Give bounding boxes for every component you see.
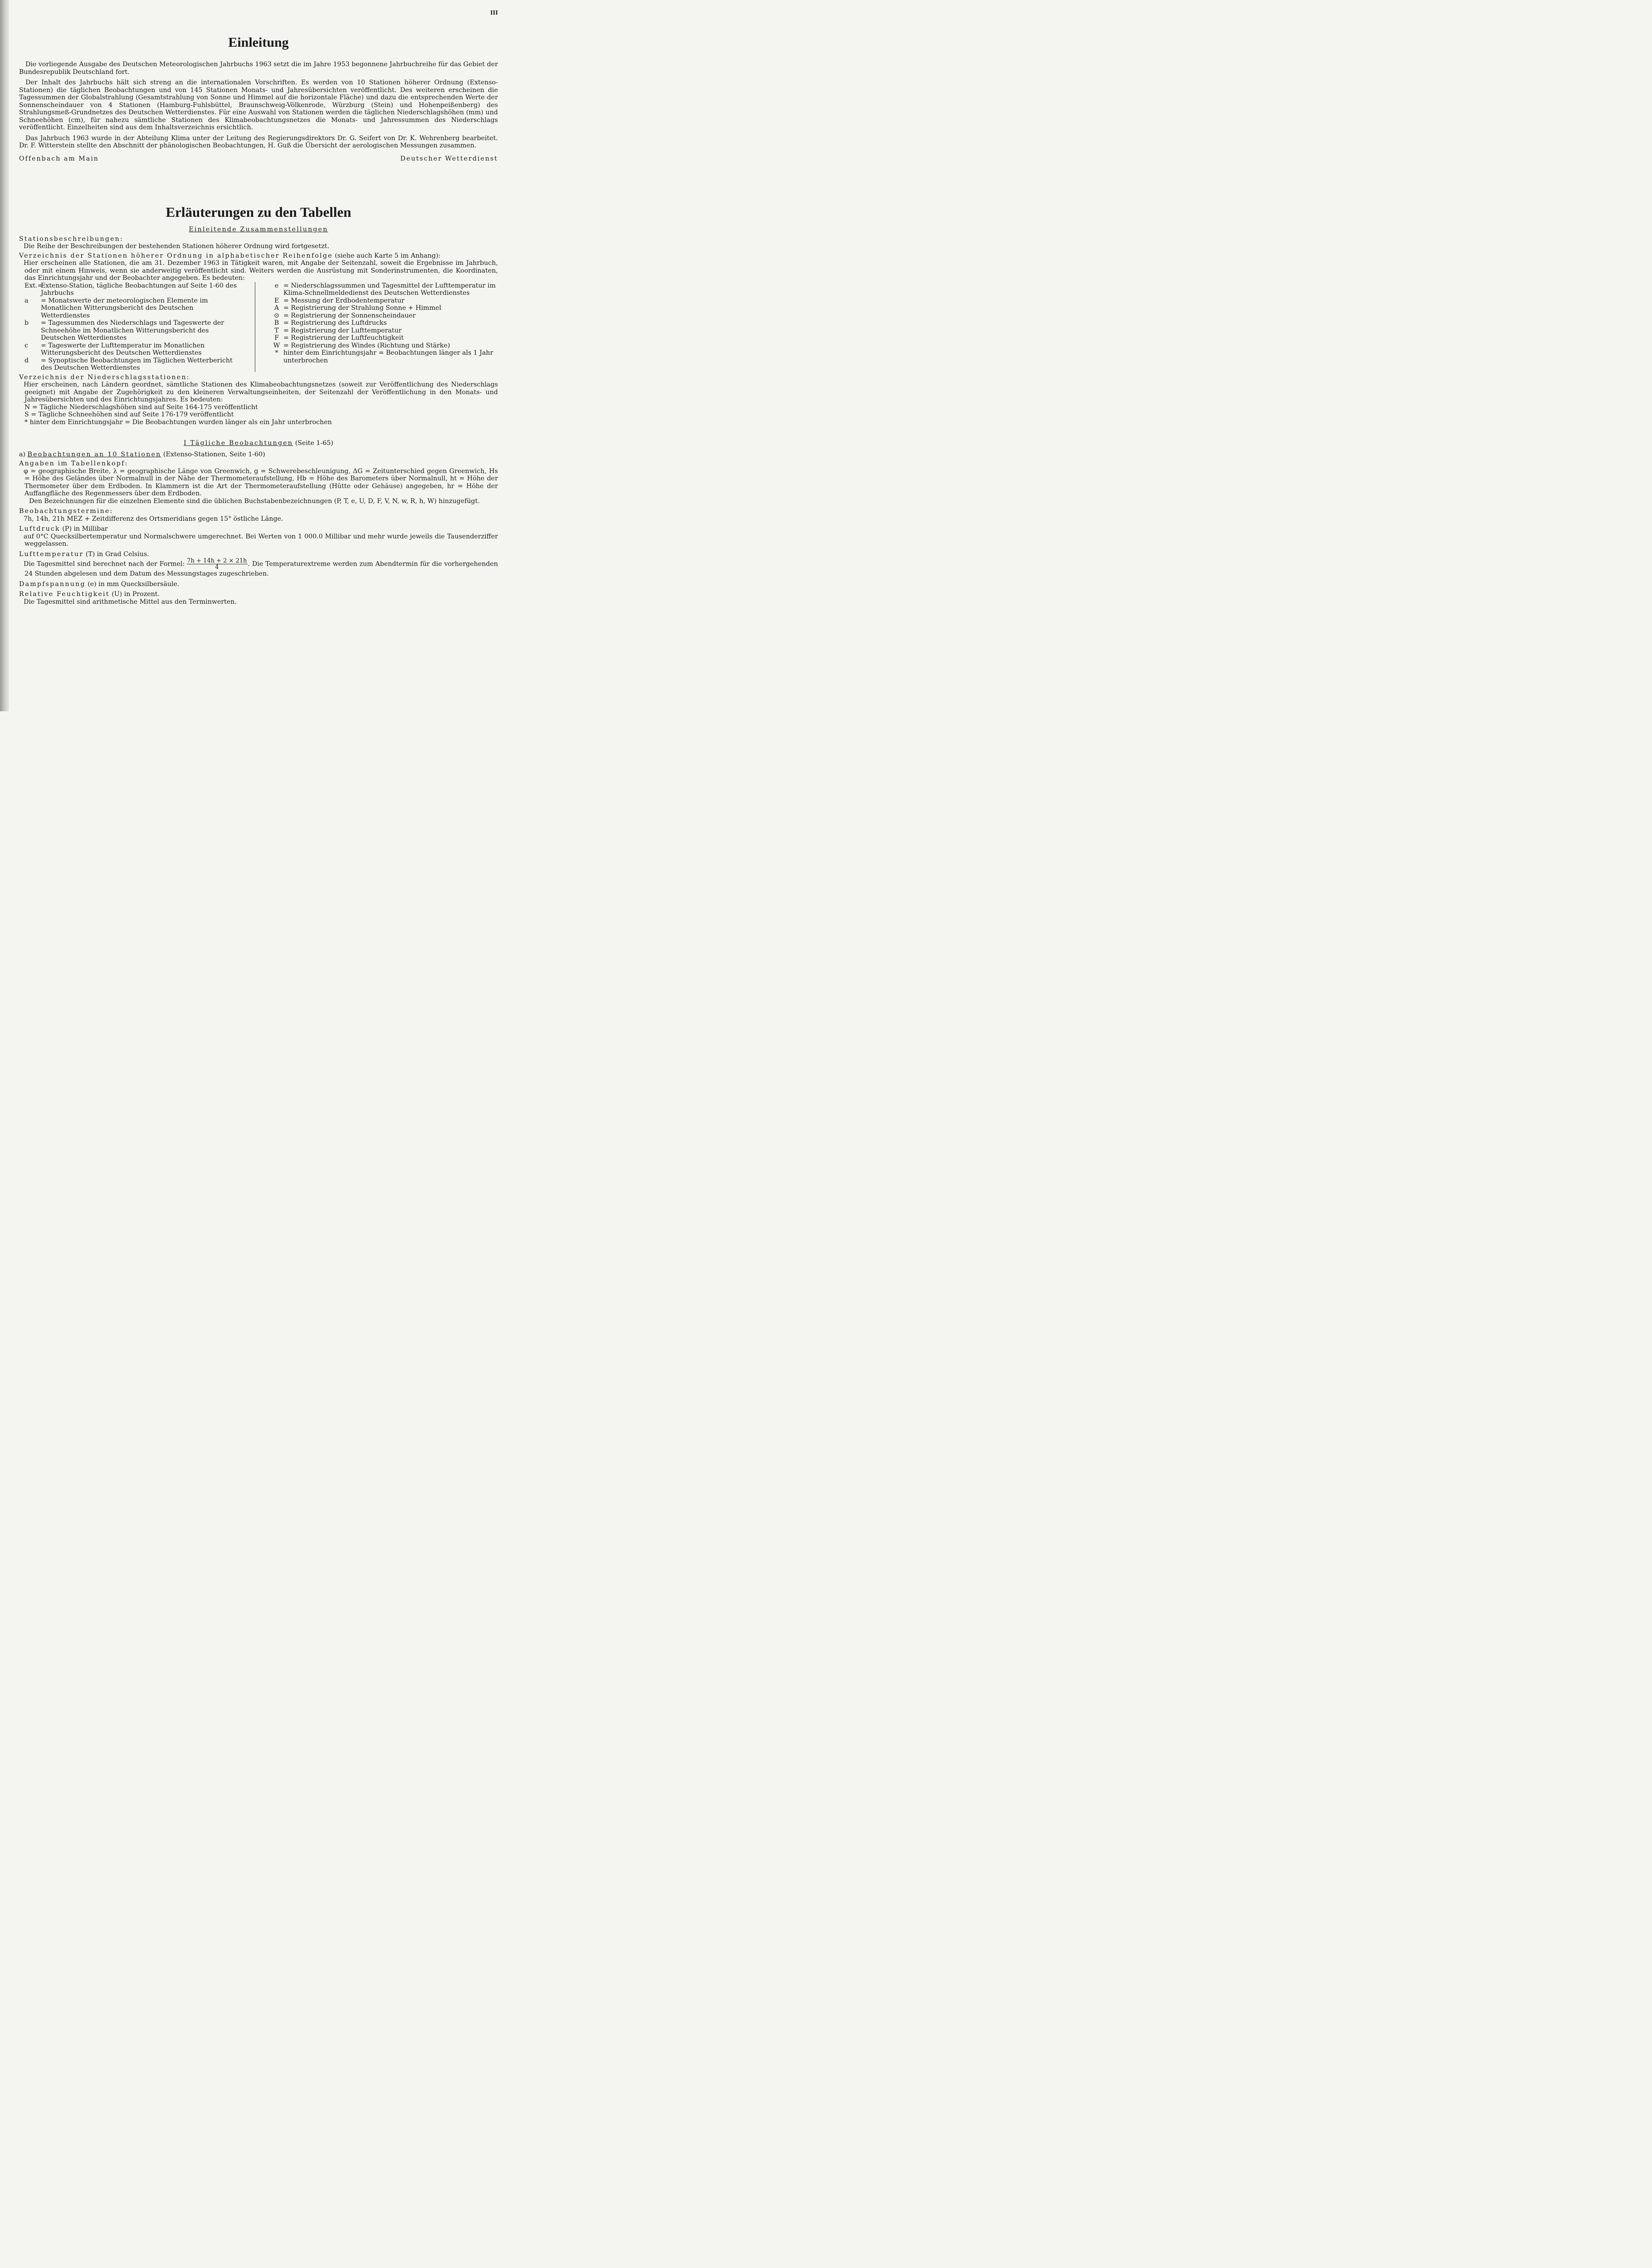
legend-item: * hinter dem Einrichtungsjahr = Beobachtungen länger als 1 Jahr unterbrochen [275, 349, 493, 364]
page-number: III [490, 10, 498, 16]
einleitung-title: Einleitung [228, 35, 289, 50]
verzeichnis-stationen-text: Hier erscheinen alle Stationen, die am 31. Dezember 1963 in Tätigkeit waren, mit Angabe der Seitenzahl, soweit die Ergebnisse im Jahrbuch, oder mit einem Hinweis, wenn sie anderweitig veröffentlicht sind. Weiters werden die Ausrüstung mit Sonderinstrumenten, die Koordinaten, das Einrichtungsjahr und der Beobachter angegeben. Es bedeuten: [24, 259, 498, 282]
sun-symbol-icon: ⊙ [274, 312, 279, 319]
signature: Deutscher Wetterdienst [400, 155, 498, 162]
beobachtungstermine-heading: Beobachtungstermine: [19, 508, 113, 515]
section-subtitle: Einleitende Zusammenstellungen [189, 226, 328, 233]
list-item: * hinter dem Einrichtungsjahr = Die Beobachtungen wurden länger als ein Jahr unterbrochen [24, 418, 332, 426]
verzeichnis-niederschlag-text: Hier erscheinen, nach Ländern geordnet, sämtliche Stationen des Klimabeobachtungsnetzes (soweit zur Veröffentlichung des Niederschlags geeignet) mit Angabe der Zugehörigkeit zu den kleineren Verwaltungseinheiten, der Seitenzahl der Veröffentlichung in den Monats- und Jahresübersichten und des Einrichtungsjahres. Es bedeuten: [24, 381, 498, 403]
legend-item: T = Registrierung der Lufttemperatur [274, 327, 402, 334]
list-item: N = Tägliche Niederschlagshöhen sind auf Seite 164-175 veröffentlicht [24, 403, 258, 411]
document-page [19, 9, 498, 606]
book-spine-shadow [0, 0, 9, 711]
legend-item: c = Tageswerte der Lufttemperatur im Monatlichen Witterungsbericht des Deutschen Wetterdienstes [24, 342, 205, 357]
einleitung-paragraph-3: Das Jahrbuch 1963 wurde in der Abteilung Klima unter der Leitung des Regierungsdirektors Dr. G. Seifert von Dr. K. Wehrenberg bearbeitet. Dr. F. Witterstein stellte den Abschnitt der phänologischen Beobachtungen, H. Guß die Übersicht der aerologischen Messungen zusammen. [19, 134, 498, 149]
legend-item: A = Registrierung der Strahlung Sonne + Himmel [274, 304, 442, 312]
feuchtigkeit-text: Die Tagesmittel sind arithmetische Mittel aus den Terminwerten. [24, 598, 237, 606]
verzeichnis-niederschlag-heading: Verzeichnis der Niederschlagsstationen: [19, 373, 190, 381]
place-name: Offenbach am Main [19, 155, 99, 162]
lufttemperatur-heading: Lufttemperatur (T) in Grad Celsius. [19, 550, 149, 558]
legend-item: a = Monatswerte der meteorologischen Elemente im Monatlichen Witterungsbericht des Deutschen Wetterdienstes [24, 297, 208, 319]
tagesmittel-formula: $\frac{7h + 14h + 2 \times 21h}{4}$ [187, 557, 247, 571]
feuchtigkeit-heading: Relative Feuchtigkeit (U) in Prozent. [19, 591, 160, 598]
dampfspannung-heading: Dampfspannung (e) in mm Quecksilbersäule. [19, 580, 180, 588]
legend-item: Ext.= Extenso-Station, tägliche Beobachtungen auf Seite 1-60 des Jahrbuchs [24, 282, 237, 297]
tabellenkopf-text: φ = geographische Breite, λ = geographische Länge von Greenwich, g = Schwerebeschleunigung, ΔG = Zeitunterschied gegen Greenwich, Hs = Höhe des Geländes über Normalnull in der Nähe der Thermometeraufstellung, Hb = Höhe des Barometers über Normalnull, ht = Höhe der Thermometer über dem Erdboden. In Klammern ist die Art der Thermometeraufstellung (Hütte oder Gehäuse) angegeben, hr = Höhe der Auffangfläche des Regenmessers über dem Erdboden. [24, 467, 498, 497]
legend-item: F = Registrierung der Luftfeuchtigkeit [274, 334, 404, 342]
luftdruck-text: auf 0°C Quecksilbertemperatur und Normalschwere umgerechnet. Bei Werten von 1 000.0 Millibar und mehr wurde jeweils die Tausenderziffer weggelassen. [24, 533, 498, 547]
legend-left [19, 282, 255, 372]
einleitung-paragraph-2: Der Inhalt des Jahrbuchs hält sich streng an die internationalen Vorschriften. Es werden von 10 Stationen höherer Ordnung (Extenso-Stationen) die täglichen Beobachtungen und von 145 Stationen Monats- und Jahresübersichten veröffentlicht. Des weiteren erscheinen die Tagessummen der Globalstrahlung (Gesamtstrahlung von Sonne und Himmel auf die horizontale Fläche) und dazu die entsprechenden Werte der Sonnenscheindauer von 4 Stationen (Hamburg-Fuhlsbüttel, Braunschweig-Völkenrode, Würzburg (Stein) und Hohenpeißenberg) des Strahlungsmeß-Grundnetzes des Deutschen Wetterdienstes. Für eine Auswahl von Stationen werden die täglichen Niederschlagshöhen (mm) und Schneehöhen (cm), für nahezu sämtliche Stationen des Klimabeobachtungsnetzes die Monats- und Jahressummen des Niederschlags veröffentlicht. Einzelheiten sind aus dem Inhaltsverzeichnis ersichtlich. [19, 79, 498, 131]
einleitung-paragraph-1: Die vorliegende Ausgabe des Deutschen Meteorologischen Jahrbuchs 1963 setzt die im Jahre 1953 begonnene Jahrbuchreihe für das Gebiet der Bundesrepublik Deutschland fort. [19, 61, 498, 76]
legend-item: W = Registrierung des Windes (Richtung und Stärke) [273, 342, 450, 349]
stationsbeschreibungen-heading: Stationsbeschreibungen: [19, 235, 123, 243]
legend-item: b = Tagessummen des Niederschlags und Tageswerte der Schneehöhe im Monatlichen Witterungsbericht des Deutschen Wetterdienstes [24, 319, 224, 342]
bezeichnungen-text: Den Bezeichnungen für die einzelnen Elemente sind die üblichen Buchstabenbezeichnungen (P, T, e, U, D, F, V, N, w, R, h, W) hinzugefügt. [29, 497, 480, 505]
luftdruck-heading: Luftdruck (P) in Millibar [19, 525, 108, 533]
stationsbeschreibungen-text: Die Reihe der Beschreibungen der bestehenden Stationen höherer Ordnung wird fortgesetzt. [24, 243, 329, 250]
verzeichnis-stationen-heading: Verzeichnis der Stationen höherer Ordnung in alphabetischer Reihenfolge (siehe auch Karte 5 im Anhang): [19, 252, 441, 259]
signature-line [19, 155, 498, 163]
legend-item: ⊙ = Registrierung der Sonnenscheindauer [270, 312, 498, 320]
extenso-heading: a) Beobachtungen an 10 Stationen (Extenso-Stationen, Seite 1-60) [19, 450, 265, 458]
tabellenkopf-heading: Angaben im Tabellenkopf: [19, 460, 128, 467]
beobachtungstermine-text: 7h, 14h, 21h MEZ + Zeitdifferenz des Ortsmeridians gegen 15° östliche Länge. [24, 515, 283, 523]
taegliche-heading: I Tägliche Beobachtungen (Seite 1-65) [184, 440, 333, 447]
legend-item: e = Niederschlagssummen und Tagesmittel der Lufttemperatur im Klima-Schnellmeldedienst des Deutschen Wetterdienstes [274, 282, 496, 297]
legend-item: B = Registrierung des Luftdrucks [274, 319, 387, 327]
lufttemperatur-text: Die Tagesmittel sind berechnet nach der Formel: $\frac{7h + 14h + 2 \times 21h}{4}$ . Die Temperaturextreme werden zum Abendtermin für die vorhergehenden 24 Stunden abgelesen und dem Datum des Messungstages zugeschrieben. [24, 557, 498, 577]
legend-right [255, 282, 498, 372]
erlaeuterungen-title: Erläuterungen zu den Tabellen [166, 204, 351, 220]
legend-item: E = Messung der Erdbodentemperatur [274, 297, 404, 304]
legend-columns [19, 282, 498, 372]
legend-item: d = Synoptische Beobachtungen im Täglichen Wetterbericht des Deutschen Wetterdienstes [24, 357, 233, 371]
list-item: S = Tägliche Schneehöhen sind auf Seite 176-179 veröffentlicht [24, 411, 234, 418]
